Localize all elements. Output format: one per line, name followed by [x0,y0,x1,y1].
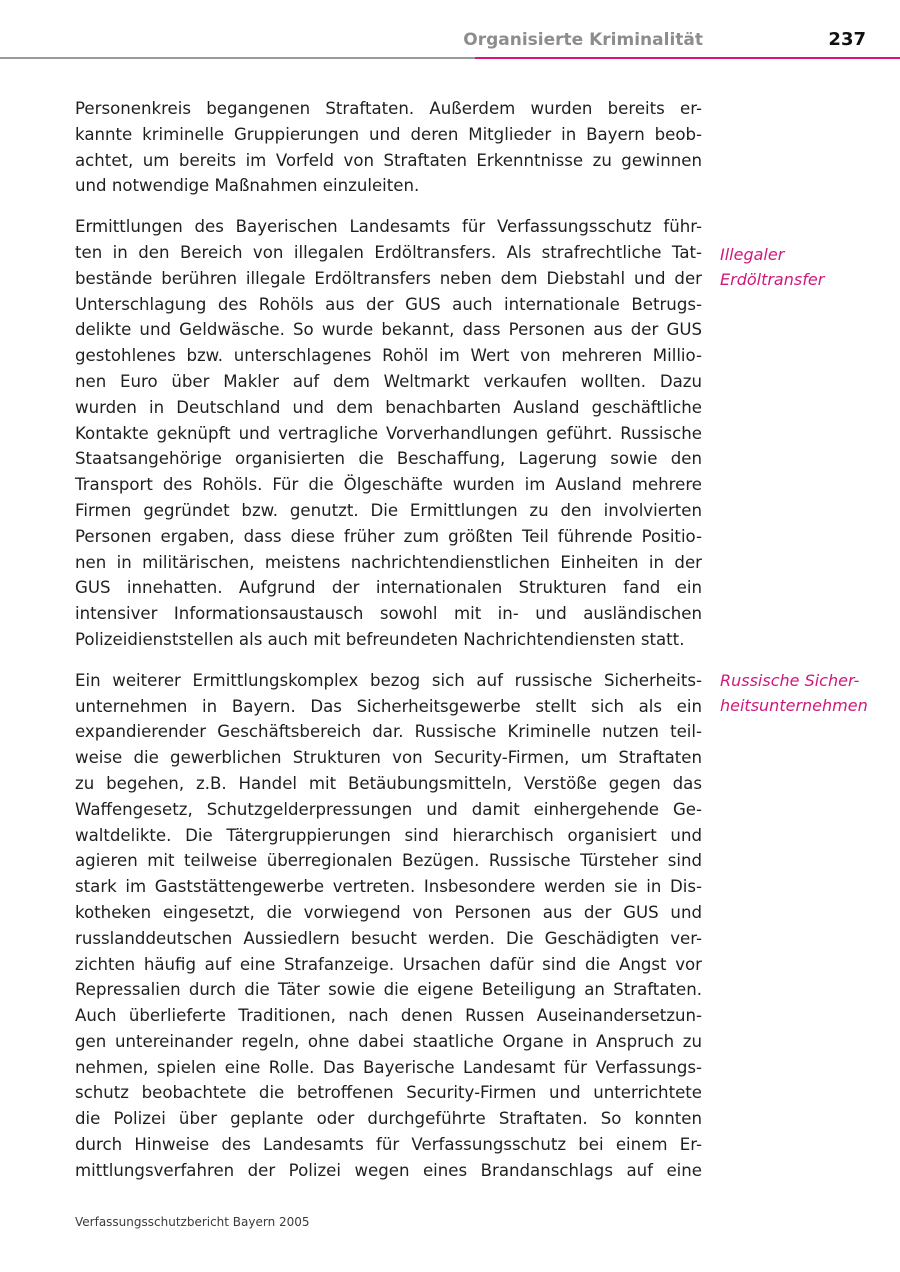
text-line: Repressalien durch die Täter sowie die eigene Beteiligung an Straftaten. [75,980,702,1000]
header-rule-grey [0,57,475,59]
text-line: agieren mit teilweise überregionalen Bezügen. Russische Türsteher sind [75,851,702,871]
page-number: 237 [828,29,866,50]
margin-note-line: Russische Sicher- [720,671,860,690]
margin-note-line: Illegaler [720,245,785,264]
text-line: Transport des Rohöls. Für die Ölgeschäfte wurden im Ausland mehrere [75,475,702,495]
text-line: Auch überlieferte Traditionen, nach denen Russen Auseinandersetzun- [75,1006,702,1026]
margin-note-russian-security-firms [720,668,890,718]
margin-note-illegal-oil-transfer [720,242,890,292]
text-line: waltdelikte. Die Tätergruppierungen sind hierarchisch organisiert und [75,825,702,845]
text-line: expandierender Geschäftsbereich dar. Russische Kriminelle nutzen teil- [75,722,702,742]
text-line: zichten häufig auf eine Strafanzeige. Ursachen dafür sind die Angst vor [75,954,702,974]
text-line: russlanddeutschen Aussiedlern besucht werden. Die Geschädigten ver- [75,928,702,948]
page-footer: Verfassungsschutzbericht Bayern 2005 [75,1215,310,1229]
text-line: gestohlenes bzw. unterschlagenes Rohöl im Wert von mehreren Millio- [75,346,702,366]
body-text [75,96,702,1184]
text-line: Ermittlungen des Bayerischen Landesamts für Verfassungsschutz führ- [75,217,702,237]
text-line: bestände berühren illegale Erdöltransfers neben dem Diebstahl und der [75,268,702,288]
text-line: Ein weiterer Ermittlungskomplex bezog sich auf russische Sicherheits- [75,670,702,690]
text-line: durch Hinweise des Landesamts für Verfassungsschutz bei einem Er- [75,1135,702,1155]
margin-note-line: Erdöltransfer [720,270,825,289]
text-line: schutz beobachtete die betroffenen Security-Firmen und unterrichtete [75,1083,702,1103]
text-line: Personenkreis begangenen Straftaten. Außerdem wurden bereits er- [75,99,702,118]
text-line: Polizeidienststellen als auch mit befreundeten Nachrichtendiensten statt. [75,629,685,649]
margin-note-line: heitsunternehmen [720,696,868,715]
text-line: kotheken eingesetzt, die vorwiegend von Personen aus der GUS und [75,902,702,922]
text-line: die Polizei über geplante oder durchgeführte Straftaten. So konnten [75,1109,702,1129]
text-line: Unterschlagung des Rohöls aus der GUS auch internationale Betrugs- [75,294,702,314]
text-line: kannte kriminelle Gruppierungen und deren Mitglieder in Bayern beob- [75,124,702,144]
text-line: stark im Gaststättengewerbe vertreten. Insbesondere werden sie in Dis- [75,877,702,897]
text-line: GUS innehatten. Aufgrund der internationalen Strukturen fand ein [75,578,702,598]
text-line: Firmen gegründet bzw. genutzt. Die Ermittlungen zu den involvierten [75,500,702,520]
page-header [0,22,900,58]
text-line: Staatsangehörige organisierten die Beschaffung, Lagerung sowie den [75,449,702,469]
paragraph-1 [75,96,702,199]
text-line: und notwendige Maßnahmen einzuleiten. [75,176,420,196]
text-line: mittlungsverfahren der Polizei wegen eines Brandanschlags auf eine [75,1160,702,1180]
paragraph-2 [75,214,702,653]
text-line: gen untereinander regeln, ohne dabei staatliche Organe in Anspruch zu [75,1031,702,1051]
header-rule-accent [475,57,900,59]
text-line: zu begehen, z.B. Handel mit Betäubungsmitteln, Verstöße gegen das [75,773,702,793]
text-line: nen in militärischen, meistens nachrichtendienstlichen Einheiten in der [75,552,702,572]
paragraph-3 [75,668,702,1184]
running-section-title: Organisierte Kriminalität [463,30,703,50]
text-line: Personen ergaben, dass diese früher zum größten Teil führende Positio- [75,526,702,546]
text-line: ten in den Bereich von illegalen Erdöltransfers. Als strafrechtliche Tat- [75,242,702,262]
text-line: unternehmen in Bayern. Das Sicherheitsgewerbe stellt sich als ein [75,696,702,716]
text-line: weise die gewerblichen Strukturen von Security-Firmen, um Straftaten [75,748,702,768]
text-line: nehmen, spielen eine Rolle. Das Bayerische Landesamt für Verfassungs- [75,1057,702,1077]
text-line: wurden in Deutschland und dem benachbarten Ausland geschäftliche [75,397,702,417]
text-line: achtet, um bereits im Vorfeld von Straftaten Erkenntnisse zu gewinnen [75,150,702,170]
text-line: Kontakte geknüpft und vertragliche Vorverhandlungen geführt. Russische [75,423,702,443]
header-rule [0,57,900,59]
text-line: nen Euro über Makler auf dem Weltmarkt verkaufen wollten. Dazu [75,371,702,391]
text-line: delikte und Geldwäsche. So wurde bekannt, dass Personen aus der GUS [75,320,702,340]
text-line: intensiver Informationsaustausch sowohl mit in- und ausländischen [75,604,702,624]
text-line: Waffengesetz, Schutzgelderpressungen und damit einhergehende Ge- [75,799,702,819]
